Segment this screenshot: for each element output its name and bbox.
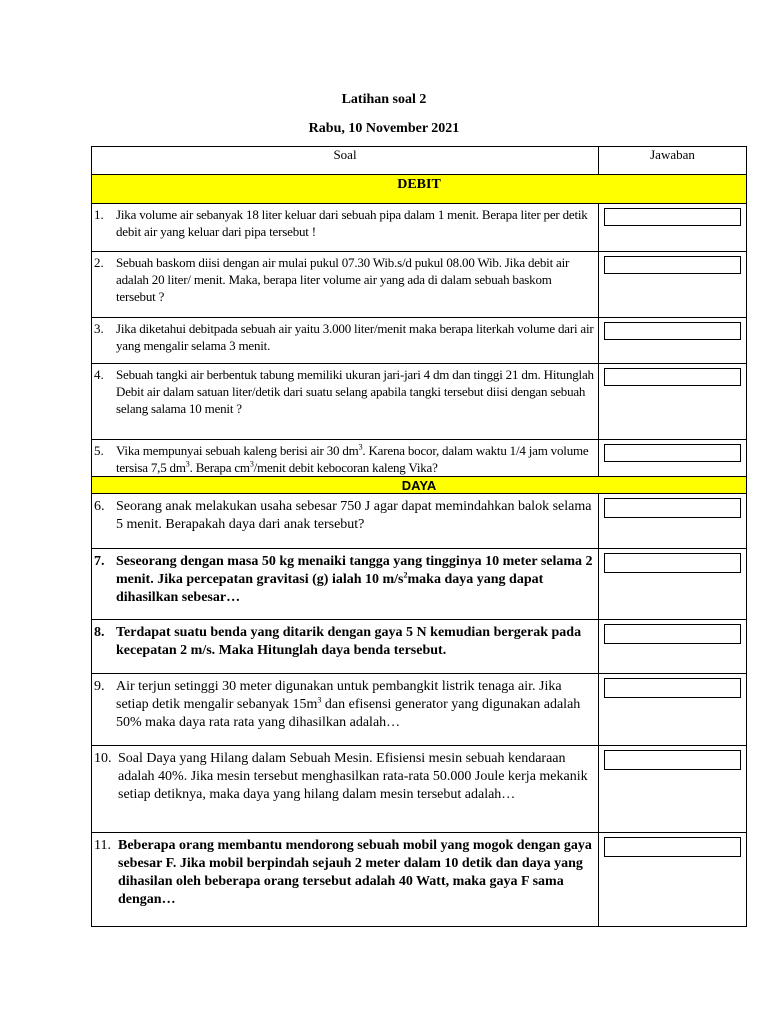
answer-box[interactable] <box>604 750 741 770</box>
question-number: 7. <box>94 554 105 569</box>
question-text: Sebuah tangki air berbentuk tabung memiliki ukuran jari-jari 4 dm dan tinggi 21 dm. Hitunglah Debit air dalam satuan liter/detik dari suatu selang apabila tangki tersebut diisi dengan sebuah selang salama 10 menit ? <box>116 367 594 416</box>
table-row <box>92 674 747 746</box>
question-text: Soal Daya yang Hilang dalam Sebuah Mesin. Efisiensi mesin sebuah kendaraan adalah 40%. Jika mesin tersebut menghasilkan rata-rata 50.000 Joule kerja mekanik setiap detiknya, maka daya yang hilang dalam mesin tersebut adalah… <box>118 751 588 802</box>
answer-box[interactable] <box>604 368 741 386</box>
answer-box[interactable] <box>604 837 741 857</box>
question-cell <box>92 746 599 833</box>
question-text: Jika volume air sebanyak 18 liter keluar dari sebuah pipa dalam 1 menit. Berapa liter per detik debit air yang keluar dari pipa tersebut ! <box>116 207 588 239</box>
question-number: 10. <box>94 751 112 766</box>
answer-cell[interactable] <box>599 494 747 549</box>
question-cell <box>92 620 599 674</box>
table-row <box>92 318 747 364</box>
question-number: 6. <box>94 499 105 514</box>
answer-box[interactable] <box>604 208 741 226</box>
question-number: 1. <box>94 207 104 222</box>
table-row <box>92 746 747 833</box>
question-cell <box>92 494 599 549</box>
question-number: 8. <box>94 625 105 640</box>
answer-cell[interactable] <box>599 252 747 318</box>
section-daya <box>92 477 747 494</box>
answer-cell[interactable] <box>599 674 747 746</box>
question-text: Air terjun setinggi 30 meter digunakan untuk pembangkit listrik tenaga air. Jika setiap detik mengalir sebanyak $15m^3$ dan efisensi generator yang digunakan adalah 50% maka daya rata rata yang dihasilkan adalah… <box>116 679 581 730</box>
table-row <box>92 364 747 440</box>
question-number: 3. <box>94 321 104 336</box>
answer-cell[interactable] <box>599 364 747 440</box>
answer-box[interactable] <box>604 498 741 518</box>
answer-box[interactable] <box>604 322 741 340</box>
page-date: Rabu, 10 November 2021 <box>308 121 460 136</box>
question-cell <box>92 833 599 927</box>
answer-cell[interactable] <box>599 204 747 252</box>
question-text: Seorang anak melakukan usaha sebesar 750 J agar dapat memindahkan balok selama 5 menit. Berapakah daya dari anak tersebut? <box>116 499 592 532</box>
question-table <box>91 146 747 927</box>
table-row <box>92 833 747 927</box>
question-number: 4. <box>94 367 104 382</box>
section-debit <box>92 175 747 204</box>
answer-box[interactable] <box>604 553 741 573</box>
answer-box[interactable] <box>604 444 741 462</box>
answer-cell[interactable] <box>599 549 747 620</box>
table-row <box>92 252 747 318</box>
question-cell <box>92 674 599 746</box>
question-cell <box>92 204 599 252</box>
question-cell <box>92 364 599 440</box>
table-row <box>92 620 747 674</box>
table-row <box>92 204 747 252</box>
answer-box[interactable] <box>604 624 741 644</box>
question-text: Seseorang dengan masa 50 kg menaiki tangga yang tingginya 10 meter selama 2 menit. Jika percepatan gravitasi (g) ialah 10 $m/s^2maka$ daya yang dapat dihasilkan sebesar… <box>116 554 593 605</box>
question-number: 11. <box>94 838 111 853</box>
answer-cell[interactable] <box>599 620 747 674</box>
table-row <box>92 440 747 477</box>
table-header-row <box>92 147 747 175</box>
answer-box[interactable] <box>604 678 741 698</box>
question-cell <box>92 252 599 318</box>
section-title-debit: DEBIT <box>92 175 747 204</box>
question-cell <box>92 549 599 620</box>
page-title: Latihan soal 2 <box>341 92 427 107</box>
header-soal: Soal <box>92 147 599 175</box>
table-row <box>92 494 747 549</box>
section-title-daya: DAYA <box>92 477 747 494</box>
question-text: Sebuah baskom diisi dengan air mulai pukul 07.30 Wib.s/d pukul 08.00 Wib. Jika debit air adalah 20 liter/ menit. Maka, berapa liter volume air yang ada di dalam sebuah baskom tersebut ? <box>116 255 570 304</box>
question-cell <box>92 318 599 364</box>
question-number: 2. <box>94 255 104 270</box>
question-cell <box>92 440 599 477</box>
question-text: Beberapa orang membantu mendorong sebuah mobil yang mogok dengan gaya sebesar F. Jika mobil berpindah sejauh 2 meter dalam 10 detik dan daya yang dihasilan oleh beberapa orang tersebut adalah 40 Watt, maka gaya F sama dengan… <box>118 838 592 907</box>
answer-cell[interactable] <box>599 833 747 927</box>
answer-box[interactable] <box>604 256 741 274</box>
answer-cell[interactable] <box>599 318 747 364</box>
question-text: Vika mempunyai sebuah kaleng berisi air 30 $dm^3$. Karena bocor, dalam waktu 1/4 jam volume tersisa 7,5 $dm^3$. Berapa $cm^3$/menit debit kebocoran kaleng Vika? <box>116 442 589 475</box>
answer-cell[interactable] <box>599 746 747 833</box>
answer-cell[interactable] <box>599 440 747 477</box>
question-text: Terdapat suatu benda yang ditarik dengan gaya 5 N kemudian bergerak pada kecepatan 2 m/s. Maka Hitunglah daya benda tersebut. <box>116 625 582 658</box>
question-text: Jika diketahui debitpada sebuah air yaitu 3.000 liter/menit maka berapa literkah volume dari air yang mengalir selama 3 menit. <box>116 321 594 353</box>
question-number: 9. <box>94 679 105 694</box>
table-row <box>92 549 747 620</box>
header-jawaban: Jawaban <box>599 147 747 175</box>
question-number: 5. <box>94 443 104 458</box>
